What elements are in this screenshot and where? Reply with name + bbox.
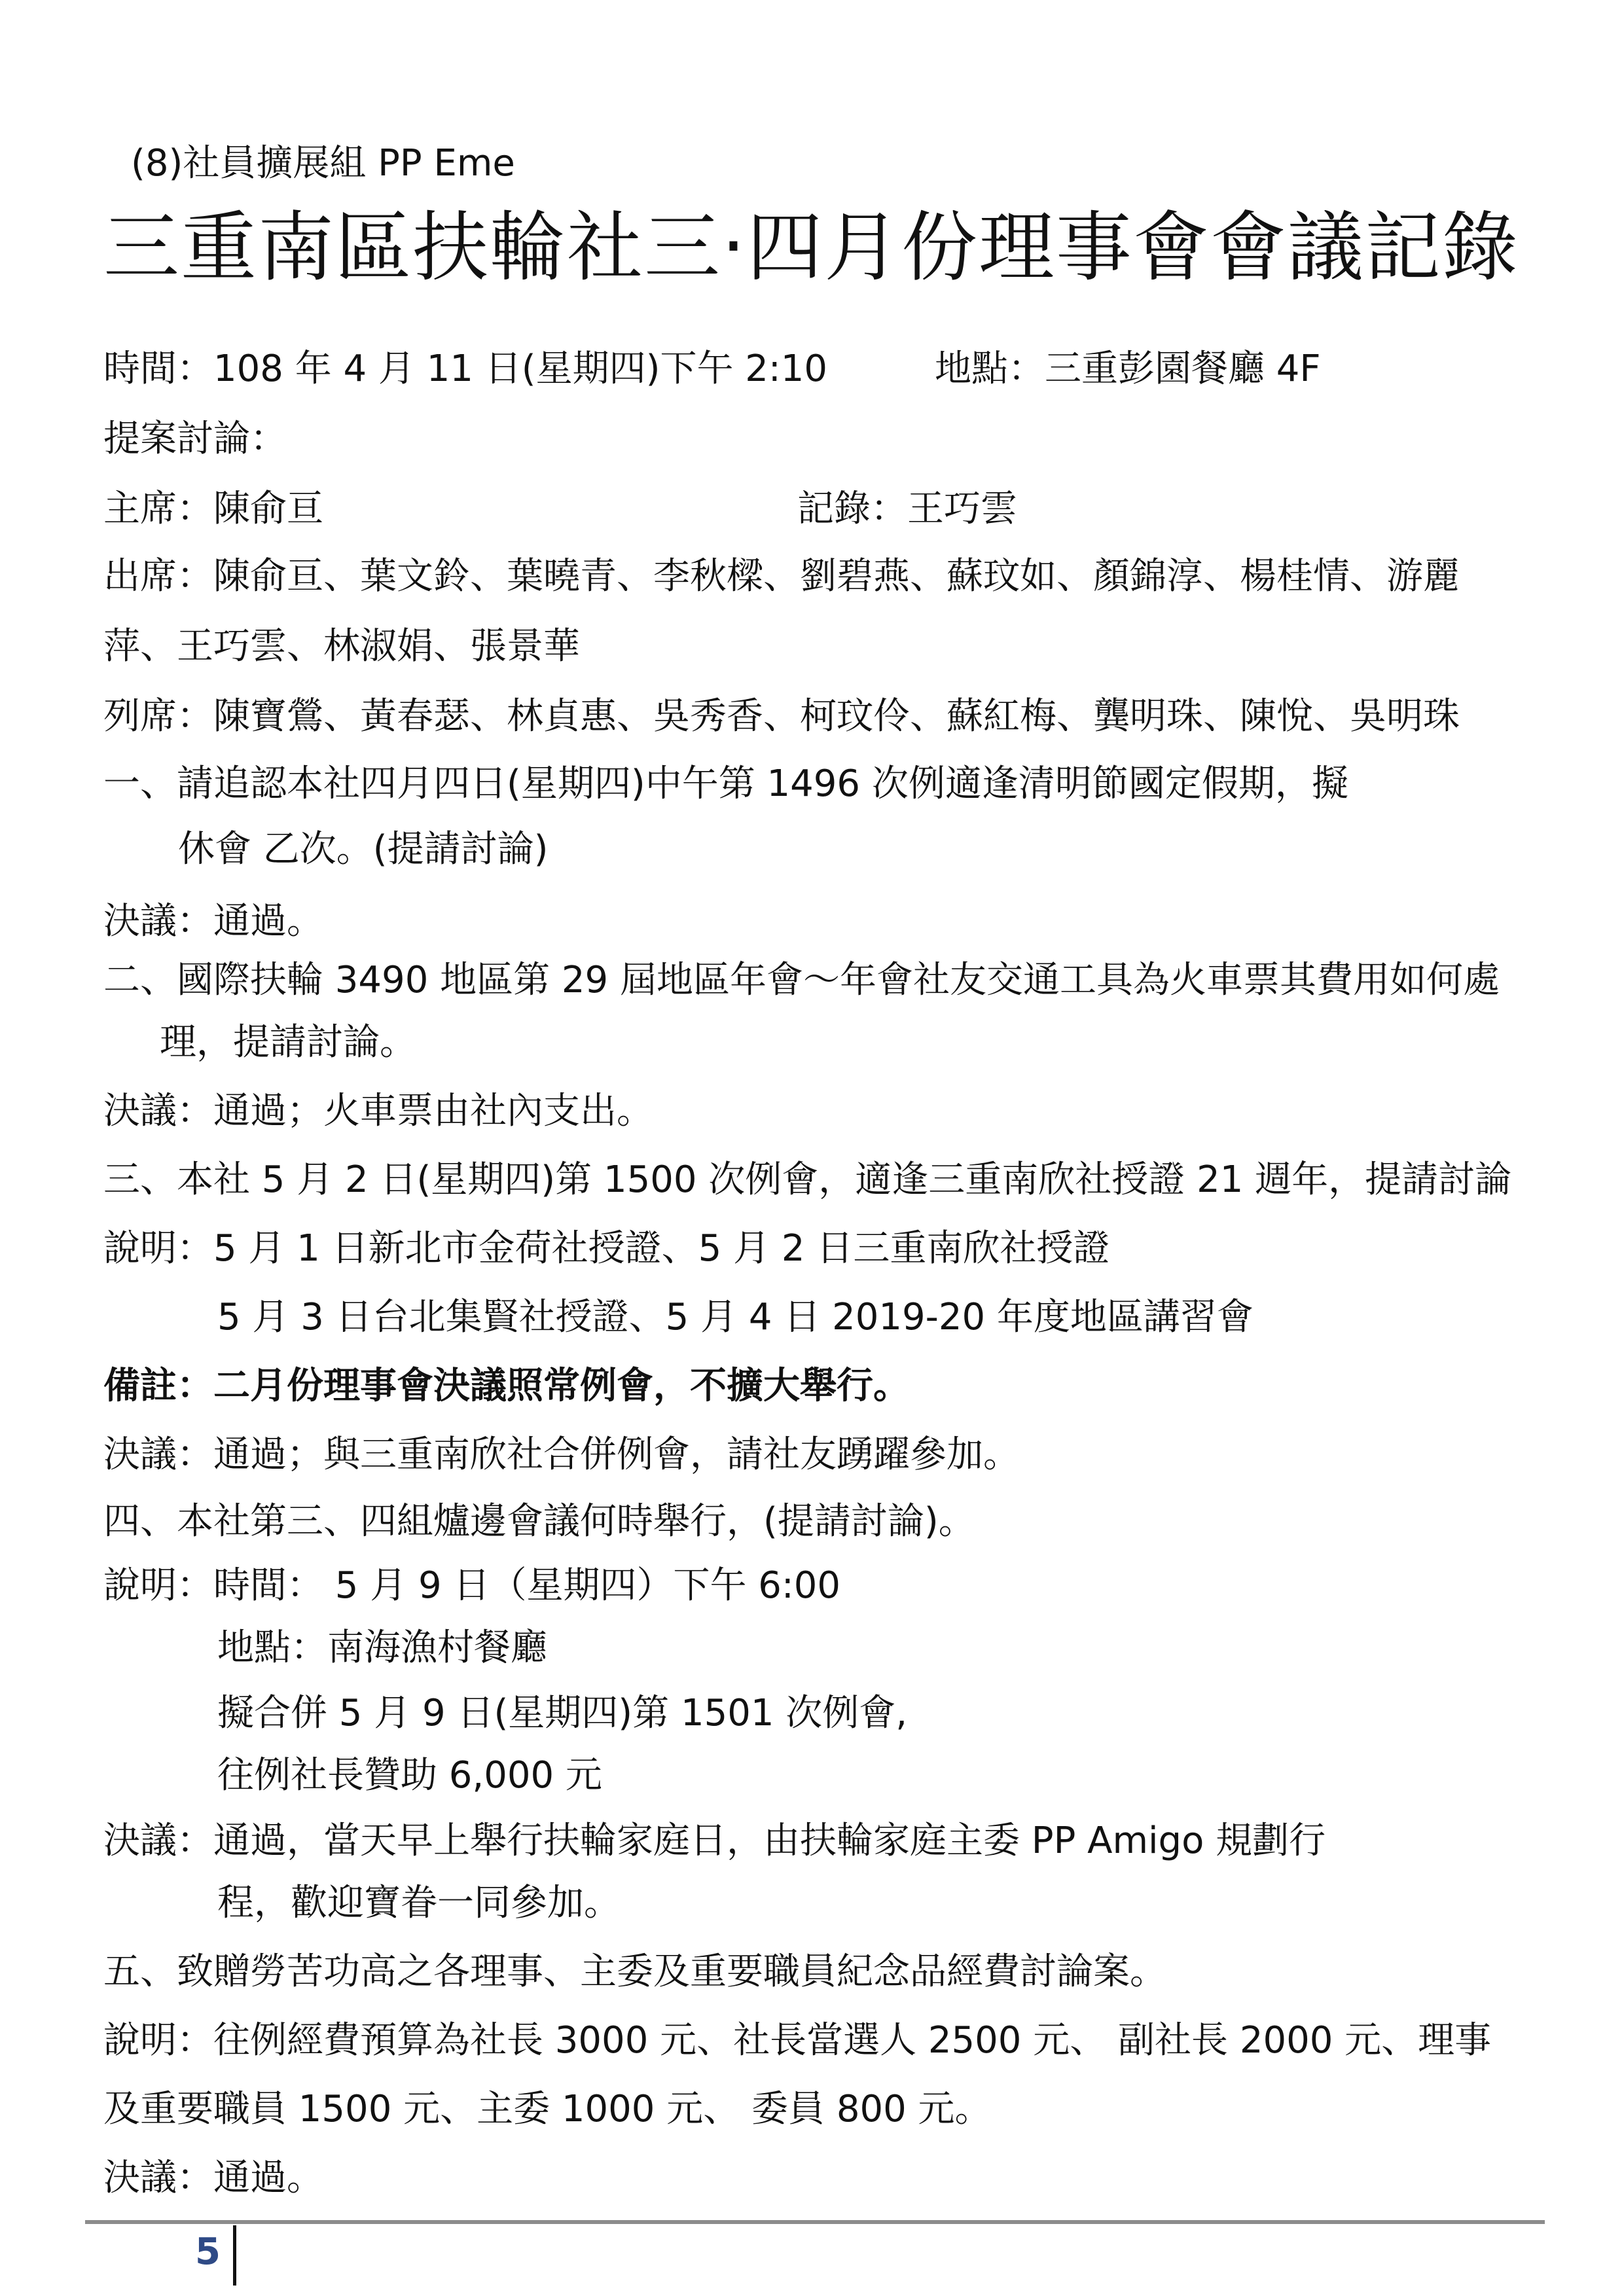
meeting-time: 時間：108 年 4 月 11 日(星期四)下午 2:10	[103, 348, 828, 390]
item-2-line-1: 二、國際扶輪 3490 地區第 29 屆地區年會～年會社友交通工具為火車票其費用如何處	[103, 959, 1500, 1001]
item-4-note-1: 說明：時間： 5 月 9 日（星期四）下午 6:00	[103, 1564, 841, 1607]
item-4-note-3: 擬合併 5 月 9 日(星期四)第 1501 次例會,	[217, 1692, 908, 1734]
observers: 列席：陳寶鶯、黃春瑟、林貞惠、吳秀香、柯玟伶、蘇紅梅、龔明珠、陳悅、吳明珠	[103, 695, 1460, 738]
item-2-line-2: 理，提請討論。	[160, 1021, 416, 1064]
item-2-resolution: 決議：通過；火車票由社內支出。	[103, 1090, 653, 1132]
attendees-line-2: 萍、王巧雲、林淑娟、張景華	[103, 625, 580, 668]
group-line: (8)社員擴展組 PP Eme	[131, 142, 515, 185]
item-5-note-2: 及重要職員 1500 元、主委 1000 元、 委員 800 元。	[103, 2088, 992, 2130]
meeting-time-row	[103, 348, 1321, 390]
item-3-line-1: 三、本社 5 月 2 日(星期四)第 1500 次例會，適逢三重南欣社授證 21 週年，提請討論	[103, 1158, 1512, 1201]
page-number: 5	[195, 2231, 221, 2273]
item-4-line-1: 四、本社第三、四組爐邊會議何時舉行，(提請討論)。	[103, 1500, 975, 1543]
page-number-divider	[233, 2225, 236, 2286]
item-3-resolution: 決議：通過；與三重南欣社合併例會，請社友踴躍參加。	[103, 1433, 1020, 1476]
chair: 主席：陳俞亘	[103, 488, 323, 530]
attendees-line-1: 出席：陳俞亘、葉文鈴、葉曉青、李秋樑、劉碧燕、蘇玟如、顏錦淳、楊桂情、游麗	[103, 555, 1460, 598]
item-4-note-2: 地點：南海漁村餐廳	[217, 1626, 547, 1669]
proposals-label: 提案討論：	[103, 418, 287, 460]
item-3-note-1: 說明：5 月 1 日新北市金荷社授證、5 月 2 日三重南欣社授證	[103, 1227, 1110, 1270]
recorder: 記錄：王巧雲	[797, 488, 1017, 530]
item-3-note-2: 5 月 3 日台北集賢社授證、5 月 4 日 2019-20 年度地區講習會	[217, 1296, 1254, 1338]
item-4-resolution-1: 決議：通過，當天早上舉行扶輪家庭日，由扶輪家庭主委 PP Amigo 規劃行	[103, 1820, 1326, 1862]
chair-row	[103, 488, 1017, 530]
item-1-line-1: 一、請追認本社四月四日(星期四)中午第 1496 次例適逢清明節國定假期，擬	[103, 762, 1348, 805]
item-4-resolution-2: 程，歡迎寶眷一同參加。	[217, 1882, 621, 1924]
item-3-remark: 備註：二月份理事會決議照常例會，不擴大舉行。	[103, 1365, 910, 1407]
item-1-line-2: 休會 乙次。(提請討論)	[178, 828, 549, 870]
item-5-resolution: 決議：通過。	[103, 2157, 323, 2199]
meeting-place: 地點：三重彭園餐廳 4F	[935, 348, 1321, 390]
item-5-line-1: 五、致贈勞苦功高之各理事、主委及重要職員紀念品經費討論案。	[103, 1950, 1166, 1993]
item-1-resolution: 決議：通過。	[103, 900, 323, 942]
footer-rule	[85, 2220, 1545, 2224]
item-4-note-4: 往例社長贊助 6,000 元	[217, 1754, 602, 1797]
item-5-note-1: 說明：往例經費預算為社長 3000 元、社長當選人 2500 元、 副社長 2000 元、理事	[103, 2019, 1492, 2062]
document-title: 三重南區扶輪社三‧四月份理事會會議記錄	[103, 204, 1519, 292]
